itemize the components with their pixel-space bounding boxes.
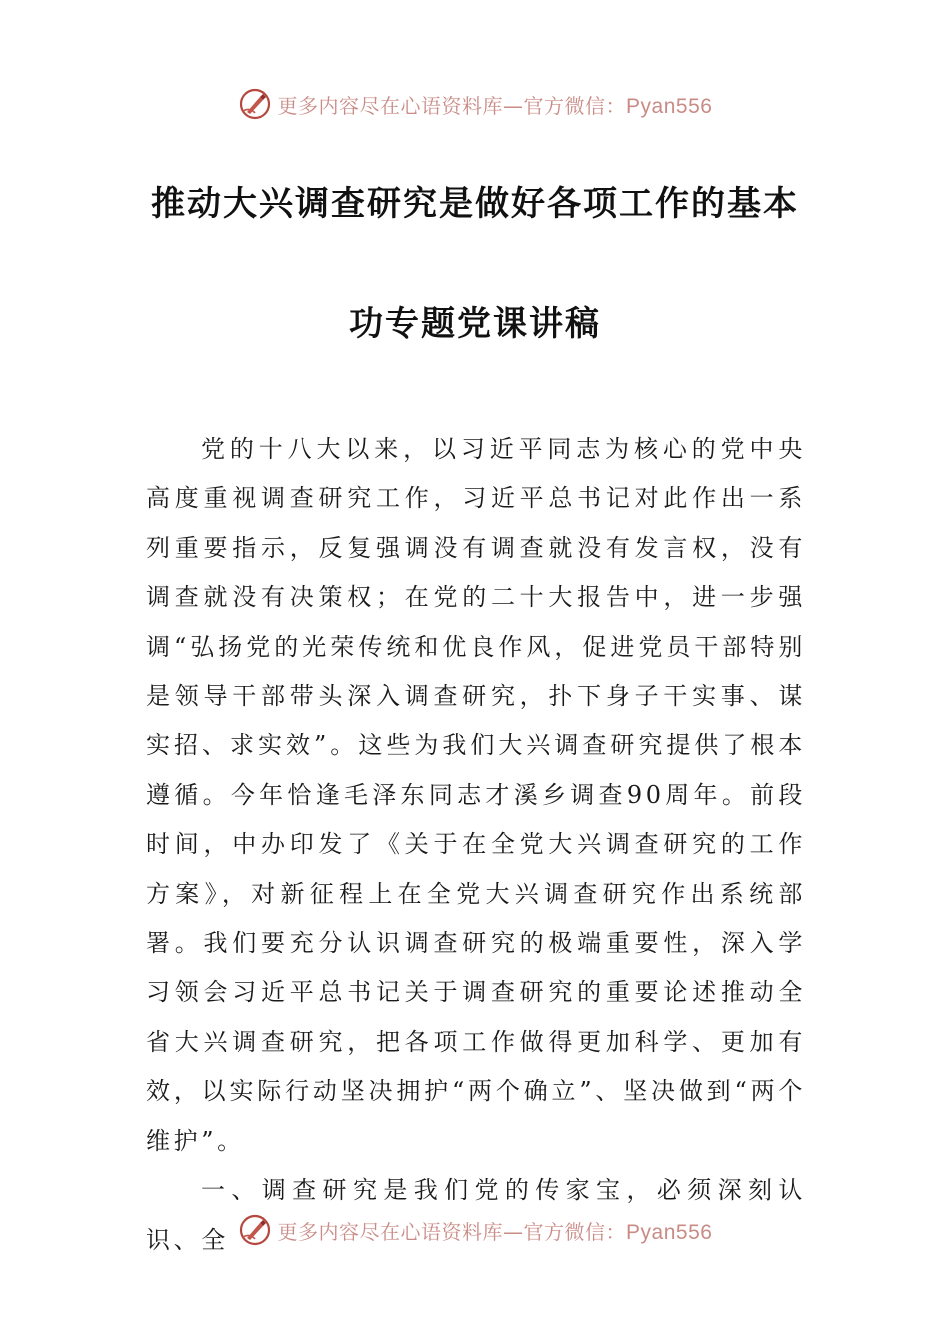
document-body: [146, 425, 806, 1265]
wechat-id: Pyan556: [626, 94, 713, 118]
section-heading-paragraph: 一、调查研究是我们党的传家宝，必须深刻认识、全: [146, 1176, 806, 1254]
body-paragraph: 党的十八大以来，以习近平同志为核心的党中央高度重视调查研究工作，习近平总书记对此作出一系列重要指示，反复强调没有调查就没有发言权，没有调查就没有决策权；在党的二十大报告中，进一步强调“弘扬党的光荣传统和优良作风，促进党员干部特别是领导干部带头深入调查研究，扑下身子干实事、谋实招、求实效”。这些为我们大兴调查研究提供了根本遵循。今年恰逢毛泽东同志才溪乡调查90周年。前段时间，中办印发了《关于在全党大兴调查研究的工作方案》，对新征程上在全党大兴调查研究作出系统部署。我们要充分认识调查研究的极端重要性，深入学习领会习近平总书记关于调查研究的重要论述推动全省大兴调查研究，把各项工作做得更加科学、更加有效，以实际行动坚决拥护“两个确立”、坚决做到“两个维护”。: [146, 435, 806, 1155]
wechat-id: Pyan556: [626, 1220, 713, 1244]
header-watermark: [0, 82, 950, 126]
document-title-line-1: 推动大兴调查研究是做好各项工作的基本: [151, 184, 799, 224]
pen-logo-icon: [238, 87, 272, 121]
watermark-text: 更多内容尽在心语资料库—官方微信：Pyan556: [277, 1219, 713, 1244]
watermark-text: 更多内容尽在心语资料库—官方微信：Pyan556: [277, 93, 713, 118]
document-title-line-2: 功专题党课讲稿: [349, 304, 601, 344]
pen-logo-icon: [238, 1213, 272, 1247]
footer-watermark: [0, 1208, 950, 1252]
